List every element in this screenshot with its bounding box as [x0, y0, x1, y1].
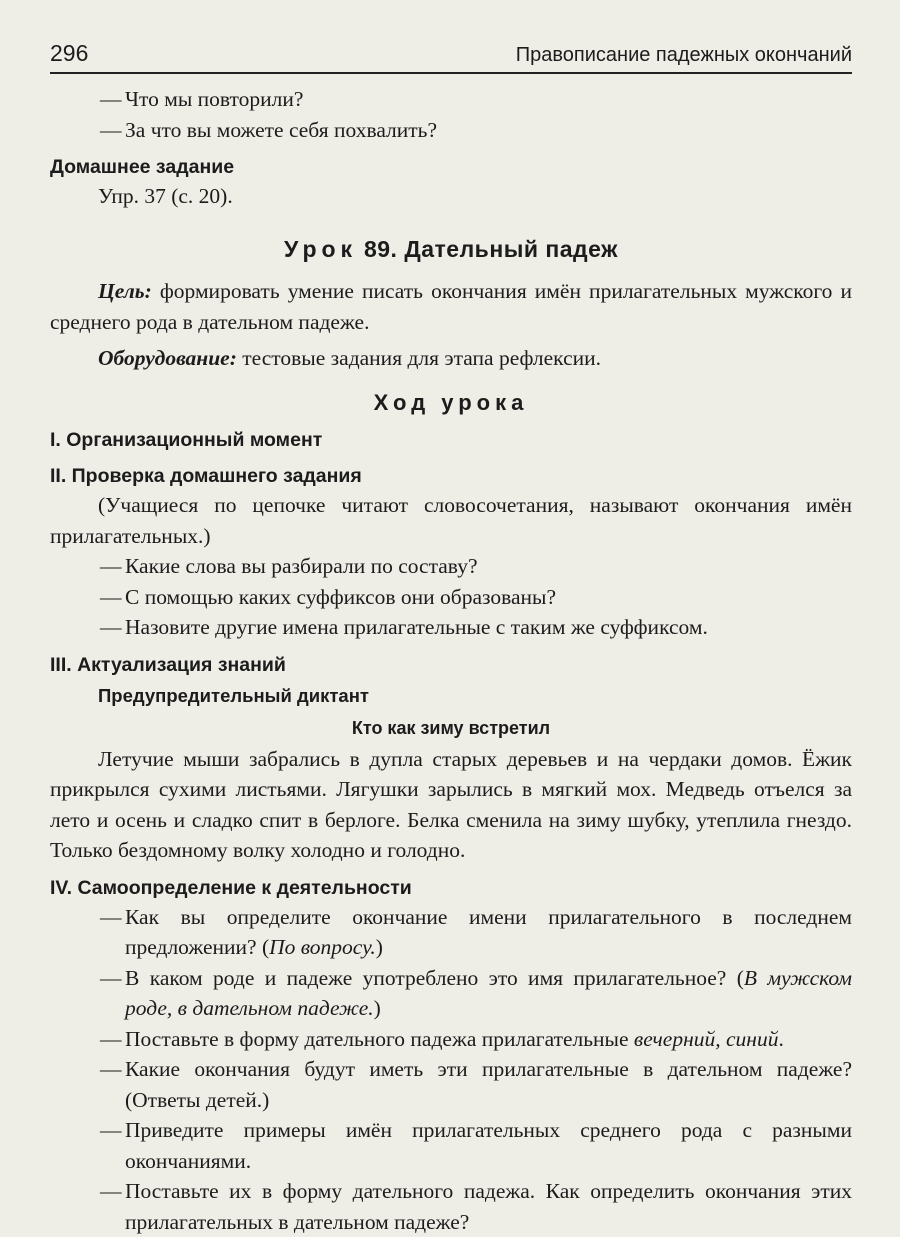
dash-marker: —: [100, 87, 122, 111]
question-text: Что мы повторили?: [125, 87, 304, 111]
question-text-end: ): [373, 996, 381, 1020]
running-title: Правописание падежных окончаний: [515, 44, 852, 66]
question-text: Как вы определите окончание имени прилагательного в последнем предложении? (: [125, 904, 852, 959]
homework-text: Упр. 37 (с. 20).: [98, 184, 233, 208]
question-item: [50, 1054, 852, 1115]
teacher-note: (Учащиеся по цепочке читают словосочетания, называют окончания имён прилагательных.): [50, 493, 852, 548]
question-text-end: .: [778, 1026, 784, 1051]
dash-marker: —: [100, 615, 122, 639]
question-text: За что вы можете себя похвалить?: [125, 117, 438, 142]
lesson-equipment: [50, 343, 852, 374]
section-heading: I. Организационный момент: [50, 429, 323, 451]
question-item: [50, 582, 852, 613]
answer-text: По вопросу.: [269, 935, 376, 959]
lesson-title-rest: 89. Дательный падеж: [363, 235, 618, 262]
question-item: [50, 902, 852, 963]
course-title: Ход урока: [373, 389, 529, 415]
section-heading: II. Проверка домашнего задания: [50, 465, 362, 487]
dash-marker: —: [100, 1057, 122, 1081]
question-item: [50, 1115, 852, 1176]
answer-text: В мужском роде, в дательном падеже.: [125, 965, 852, 1020]
example-words: вечерний, синий: [633, 1026, 779, 1051]
page-body: [50, 84, 852, 1237]
dash-marker: —: [100, 1118, 122, 1142]
subsection-heading: Предупредительный диктант: [98, 684, 369, 706]
page-number: 296: [50, 40, 89, 66]
homework-heading: Домашнее задание: [50, 156, 235, 178]
question-text: Назовите другие имена прилагательные с таким же суффиксом.: [125, 615, 708, 639]
lesson-title: [50, 234, 852, 265]
question-item: [50, 115, 852, 146]
goal-text: формировать умение писать окончания имён прилагательных мужского и среднего рода в дательном падеже.: [50, 279, 852, 334]
dash-marker: —: [100, 1026, 122, 1051]
dash-marker: —: [100, 584, 122, 609]
question-item: [50, 84, 852, 115]
question-text: Какие окончания будут иметь эти прилагательные в дательном падеже? (Ответы детей.): [125, 1057, 852, 1112]
dash-marker: —: [100, 554, 122, 578]
page-header: [50, 38, 852, 74]
section-heading: IV. Самоопределение к деятельности: [50, 876, 412, 899]
lesson-goal: [50, 276, 852, 337]
dash-marker: —: [100, 117, 122, 142]
question-text: Поставьте их в форму дательного падежа. Как определить окончания этих прилагательных в дательном падеже?: [125, 1179, 852, 1234]
dictation-text: Летучие мыши забрались в дупла старых деревьев и на чердаки домов. Ёжик прикрылся сухими листьями. Лягушки зарылись в мягкий мох. Медведь отъелся за лето и осень и сладко спит в берлоге. Белка сменила на зиму шубку, утеплила гнездо. Только бездомному волку холодно и голодно.: [50, 746, 852, 862]
section-heading: III. Актуализация знаний: [50, 653, 286, 676]
equipment-text: тестовые задания для этапа рефлексии.: [236, 346, 602, 370]
question-text: Поставьте в форму дательного падежа прилагательные: [125, 1026, 634, 1051]
question-text: С помощью каких суффиксов они образованы?: [125, 584, 557, 609]
question-text: В каком роде и падеже употреблено это имя прилагательное? (: [125, 965, 744, 990]
question-item: [50, 1024, 852, 1055]
question-item: [50, 1176, 852, 1237]
question-item: [50, 963, 852, 1024]
dash-marker: —: [100, 965, 122, 990]
equipment-label: Оборудование:: [98, 346, 237, 370]
question-text: Приведите примеры имён прилагательных среднего рода с разными окончаниями.: [125, 1118, 852, 1173]
question-item: [50, 612, 852, 643]
goal-label: Цель:: [98, 279, 152, 303]
question-item: [50, 551, 852, 582]
lesson-title-word: Урок: [284, 235, 358, 262]
dash-marker: —: [100, 1179, 122, 1203]
dash-marker: —: [100, 904, 122, 929]
question-text-end: ): [375, 935, 383, 959]
question-text: Какие слова вы разбирали по составу?: [125, 554, 478, 578]
dictation-title: Кто как зиму встретил: [351, 718, 551, 738]
